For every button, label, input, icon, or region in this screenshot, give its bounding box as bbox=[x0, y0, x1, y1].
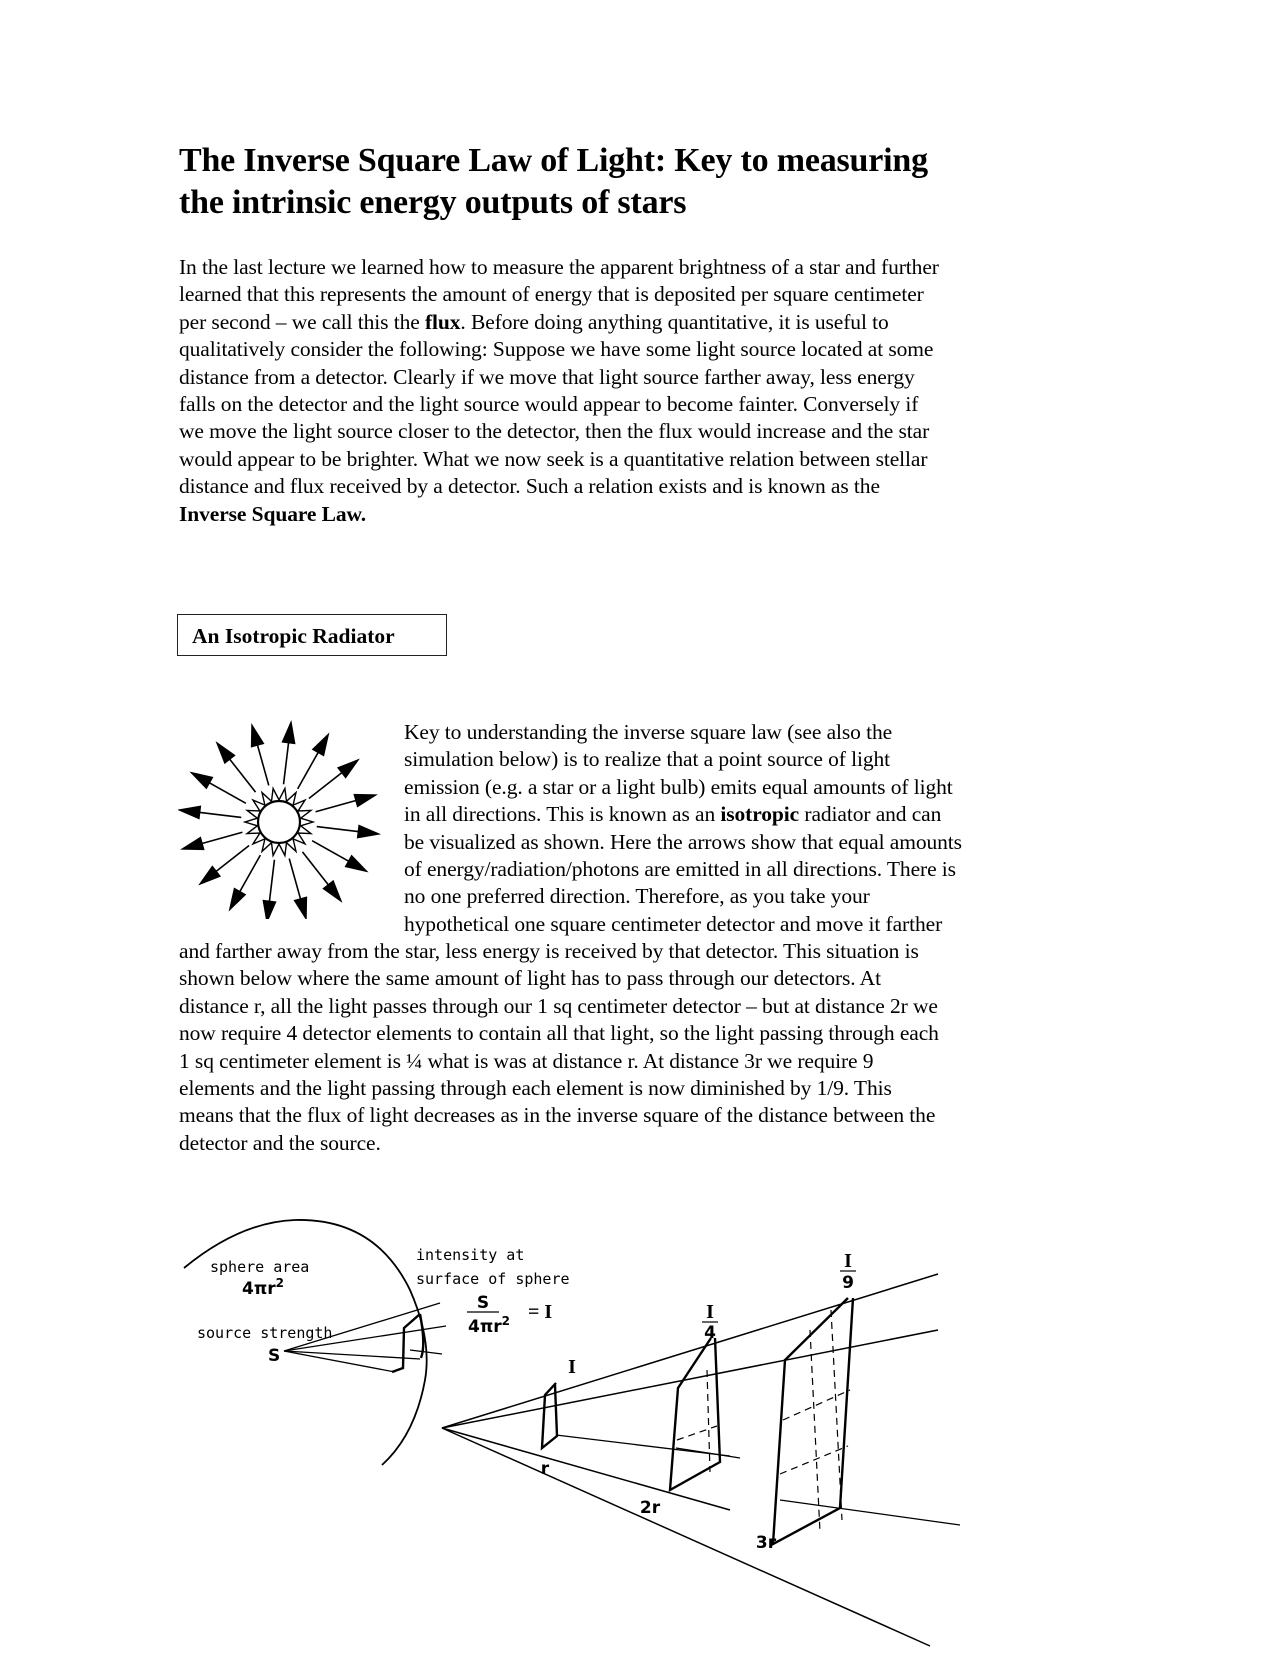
inverse-square-diagram bbox=[170, 1210, 960, 1656]
intensity-label-line2: surface of sphere bbox=[416, 1270, 570, 1288]
text-line: no one preferred direction. Therefore, as you take your bbox=[404, 884, 870, 909]
text-line: now require 4 detector elements to contain all that light, so the light passing through each bbox=[179, 1021, 939, 1046]
text-line: of energy/radiation/photons are emitted in all directions. There is bbox=[404, 857, 956, 882]
text-line: simulation below) is to realize that a point source of light bbox=[404, 747, 890, 772]
text-line: emission (e.g. a star or a light bulb) emits equal amounts of light bbox=[404, 774, 953, 799]
text-line: distance and flux received by a detector. Such a relation exists and is known as the bbox=[179, 474, 880, 499]
label-I-over-4-num: I bbox=[706, 1301, 714, 1323]
text-line: Key to understanding the inverse square law (see also the bbox=[404, 720, 893, 744]
distance-2r-label: 2r bbox=[639, 1498, 661, 1518]
text-line: per second – we call this the flux. Before doing anything quantitative, it is useful to bbox=[179, 309, 889, 334]
fraction-denominator: $4\pi r^2$ bbox=[468, 1314, 511, 1337]
fraction-equals-I: = I bbox=[528, 1301, 553, 1323]
intro-paragraph bbox=[179, 254, 1049, 528]
sphere-area-formula: $4\pi r^2$ bbox=[242, 1276, 285, 1299]
sphere-arc bbox=[184, 1220, 427, 1465]
section-heading-box bbox=[177, 614, 447, 656]
text-line: qualitatively consider the following: Suppose we have some light source located at some bbox=[179, 337, 934, 362]
text-line: means that the flux of light decreases as in the inverse square of the distance between the bbox=[179, 1103, 936, 1128]
isotropic-term: isotropic bbox=[720, 802, 800, 827]
title-line-2: the intrinsic energy outputs of stars bbox=[179, 184, 687, 221]
text-line: falls on the detector and the light source would appear to become fainter. Conversely if bbox=[179, 392, 919, 417]
text-line: elements and the light passing through each element is now diminished by 1/9. This bbox=[179, 1076, 892, 1101]
text-line: hypothetical one square centimeter detector and move it farther bbox=[404, 911, 943, 936]
fraction-numerator: S bbox=[476, 1293, 490, 1313]
page-title bbox=[179, 140, 1059, 224]
isotropic-paragraph-full bbox=[179, 938, 1049, 1157]
text-line: we move the light source closer to the detector, then the flux would increase and the star bbox=[179, 419, 930, 444]
text-line: distance from a detector. Clearly if we move that light source farther away, less energy bbox=[179, 364, 915, 389]
inverse-square-law-term: Inverse Square Law. bbox=[179, 501, 367, 526]
text-line: In the last lecture we learned how to measure the apparent brightness of a star and further bbox=[179, 255, 939, 279]
isotropic-radiator-icon bbox=[178, 714, 388, 919]
label-I-over-9-den: 9 bbox=[842, 1273, 854, 1293]
flux-term: flux bbox=[424, 309, 461, 334]
source-strength-label: source strength bbox=[197, 1324, 333, 1342]
intensity-label-line1: intensity at bbox=[416, 1246, 525, 1264]
text-line: learned that this represents the amount of energy that is deposited per square centimeter bbox=[179, 282, 924, 307]
label-I-over-4-den: 4 bbox=[704, 1323, 716, 1343]
text-line: be visualized as shown. Here the arrows show that equal amounts bbox=[404, 829, 962, 854]
label-I-over-9-num: I bbox=[844, 1250, 852, 1272]
text-line: in all directions. This is known as an isotropic radiator and can bbox=[404, 802, 942, 827]
label-intensity-I: I bbox=[568, 1356, 576, 1378]
title-line-1: The Inverse Square Law of Light: Key to measuring bbox=[179, 142, 928, 179]
text-line: would appear to be brighter. What we now seek is a quantitative relation between stellar bbox=[179, 446, 928, 471]
text-line: shown below where the same amount of light has to pass through our detectors. At bbox=[179, 966, 881, 991]
distance-3r-label: 3r bbox=[755, 1533, 777, 1553]
text-line: 1 sq centimeter element is ¼ what is was at distance r. At distance 3r we require 9 bbox=[179, 1048, 874, 1073]
isotropic-paragraph-wrapped bbox=[404, 719, 1054, 938]
sphere-area-label: sphere area bbox=[210, 1258, 310, 1276]
text-line: distance r, all the light passes through our 1 sq centimeter detector – but at distance 2r we bbox=[179, 993, 938, 1018]
distance-r-label: r bbox=[540, 1459, 550, 1479]
source-symbol: S bbox=[268, 1346, 281, 1366]
section-heading: An Isotropic Radiator bbox=[192, 624, 395, 648]
text-line: detector and the source. bbox=[179, 1130, 381, 1155]
text-line: and farther away from the star, less energy is received by that detector. This situation is bbox=[179, 939, 919, 963]
